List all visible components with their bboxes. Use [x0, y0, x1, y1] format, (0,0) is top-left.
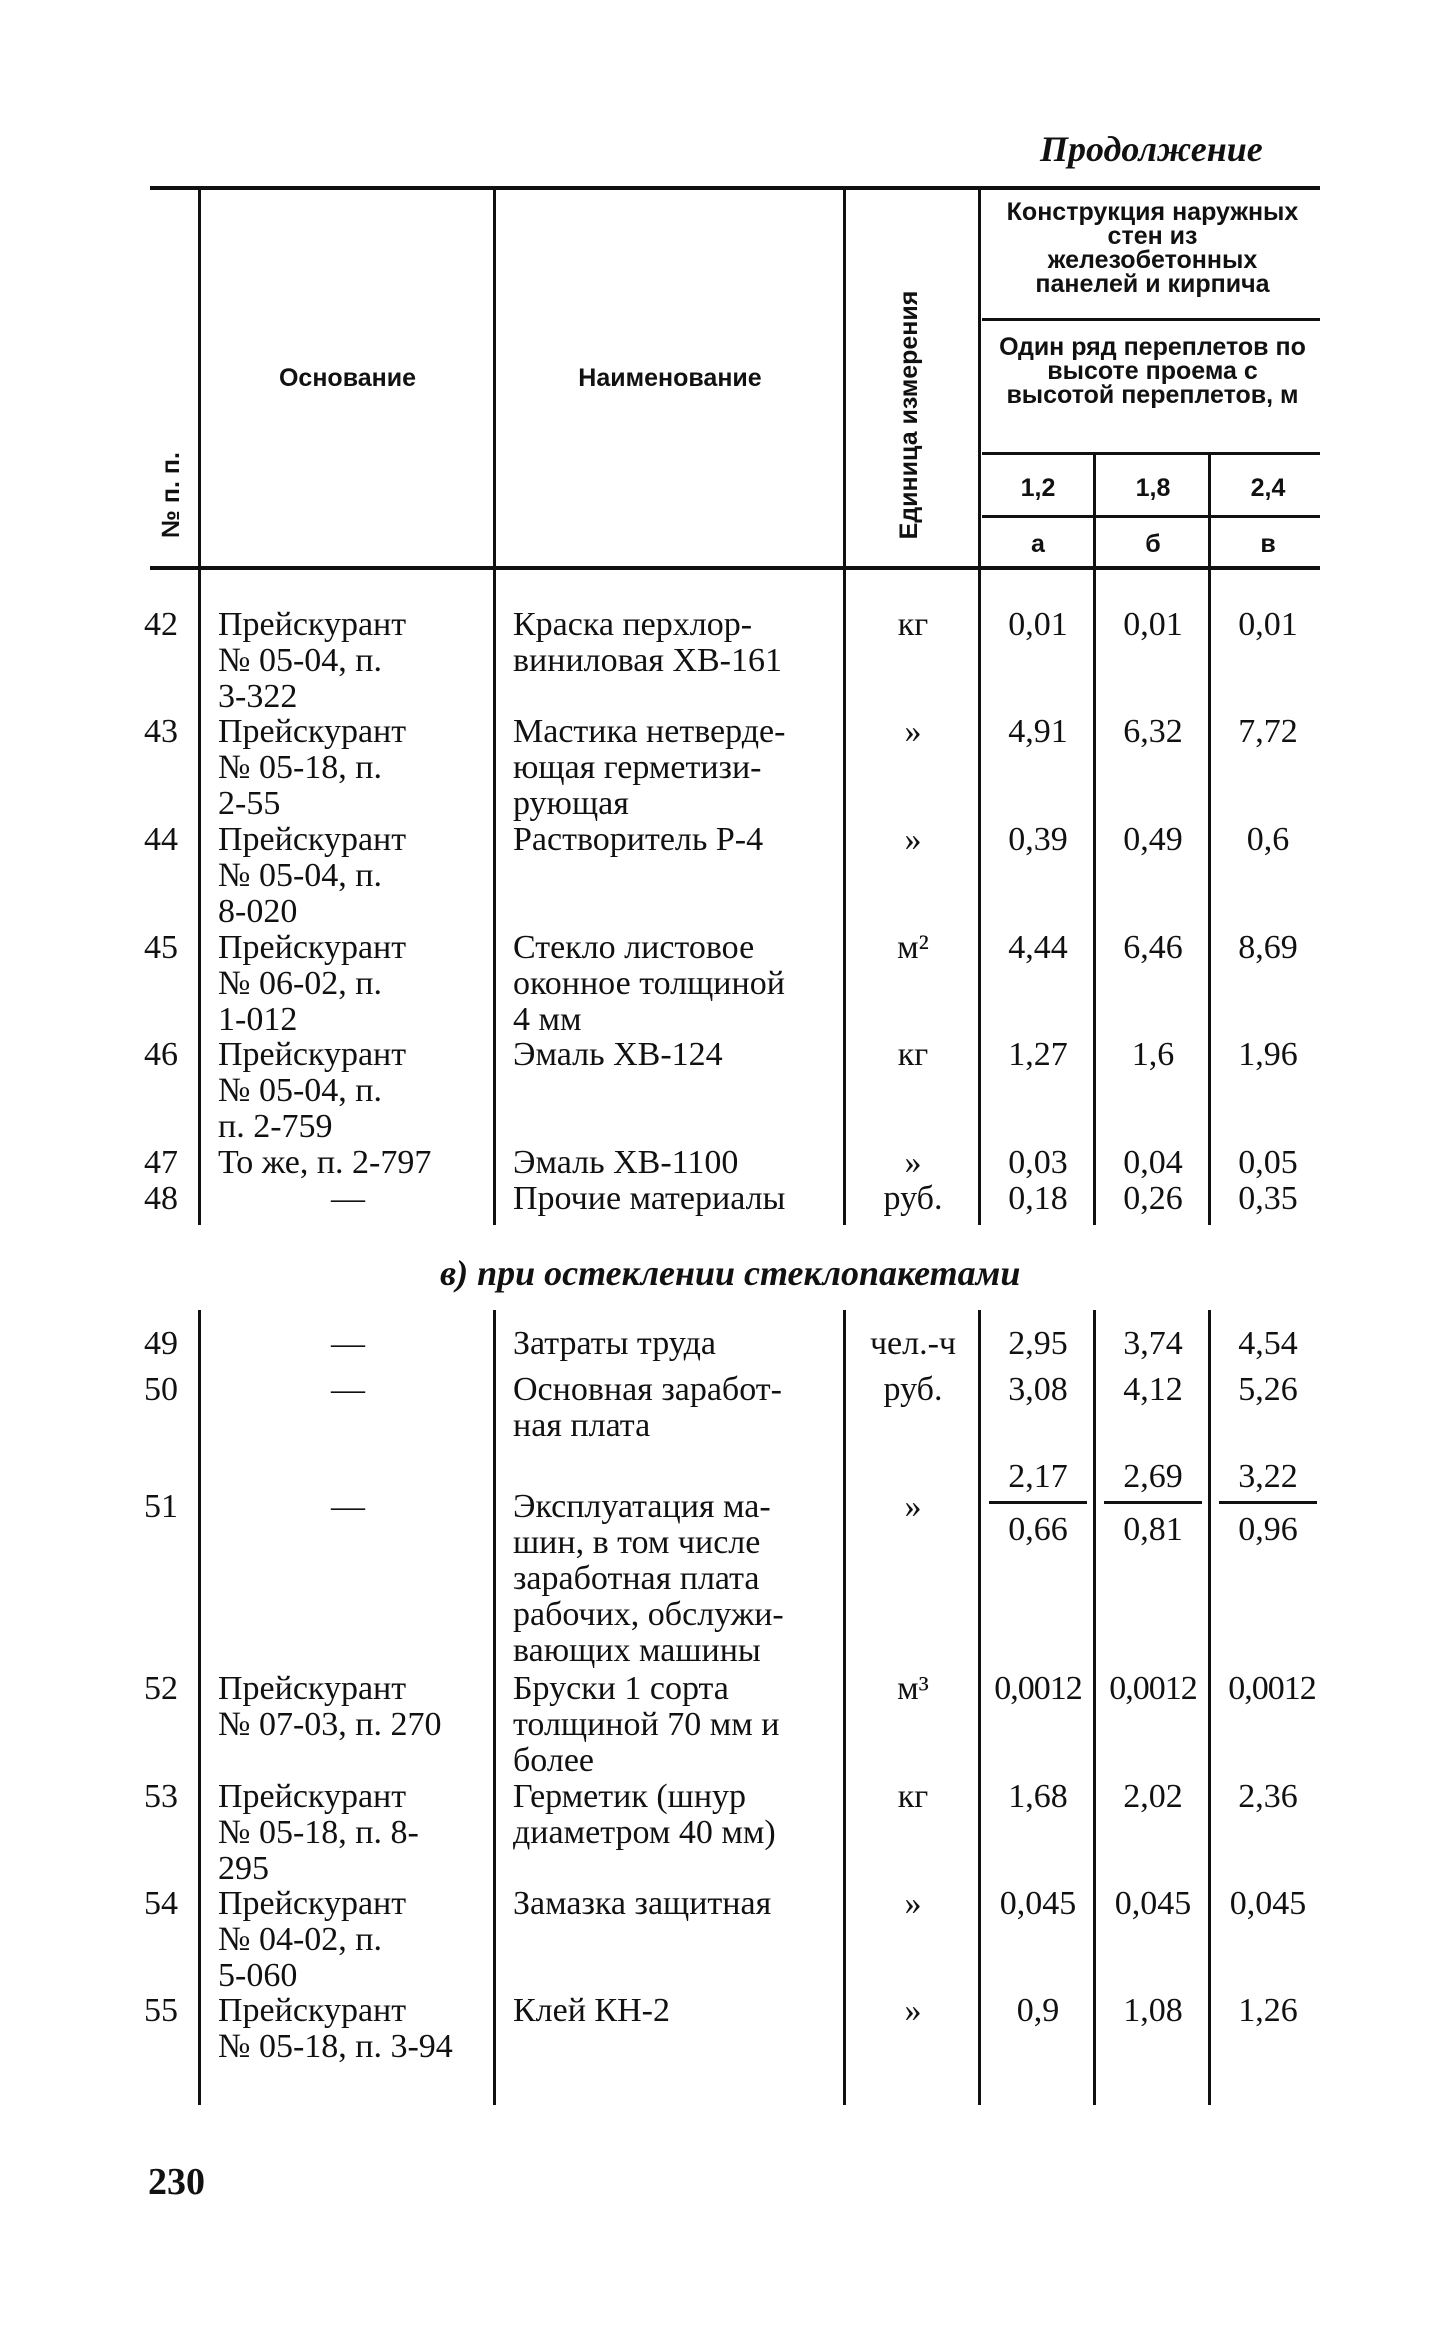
row-name: Затраты труда — [513, 1325, 717, 1362]
row-unit: » — [904, 821, 922, 858]
row-value-a: 0,03 — [1008, 1144, 1068, 1181]
row-value-a: 1,27 — [1008, 1036, 1068, 1073]
row-name: Растворитель Р-4 — [513, 821, 764, 858]
col-divider-2 — [493, 190, 496, 1225]
col-divider-1 — [198, 190, 201, 1225]
row-num: 47 — [144, 1144, 178, 1181]
section-title: в) при остеклении стеклопакетами — [440, 1253, 1021, 1293]
row-value-v: 0,6 — [1246, 821, 1290, 858]
row-unit: » — [904, 1885, 922, 1922]
header-subgroup-title: Один ряд переплетов по высоте проема с высотой переплетов, м — [999, 333, 1306, 409]
row-value-b: 1,08 — [1123, 1992, 1183, 2029]
row-fraction-a: 2,17 0,66 — [983, 1459, 1093, 1548]
row-basis: Прейскурант № 05-04, п. 3-322 — [218, 606, 407, 715]
header-name: Наименование — [578, 364, 762, 392]
row-basis: — — [331, 1371, 365, 1408]
row-value-b: 6,32 — [1123, 713, 1183, 750]
row-num: 43 — [144, 713, 178, 750]
group-rule — [982, 318, 1320, 321]
col-divider-3-lower — [843, 1310, 846, 2105]
row-name: Стекло листовое оконное толщиной 4 мм — [513, 929, 785, 1038]
row-value-a: 4,44 — [1008, 929, 1068, 966]
row-num: 45 — [144, 929, 178, 966]
header-height-2: 1,8 — [1135, 474, 1171, 502]
row-value-v: 0,045 — [1229, 1885, 1307, 1922]
header-height-3: 2,4 — [1250, 474, 1286, 502]
header-basis: Основание — [278, 364, 417, 392]
row-name: Мастика нетверде- ющая герметизи- рующая — [513, 713, 786, 822]
row-unit: » — [904, 1488, 922, 1525]
row-basis: Прейскурант № 05-18, п. 3-94 — [218, 1992, 453, 2065]
col-divider-5 — [1093, 455, 1096, 1225]
fraction-bar — [1219, 1501, 1317, 1504]
heights-rule — [982, 515, 1320, 518]
row-value-b: 6,46 — [1123, 929, 1183, 966]
row-unit: кг — [897, 1778, 929, 1815]
row-value-a: 4,91 — [1008, 713, 1068, 750]
row-name: Герметик (шнур диаметром 40 мм) — [513, 1778, 776, 1851]
row-name: Эмаль ХВ-124 — [513, 1036, 723, 1073]
row-basis: Прейскурант № 05-18, п. 8- 295 — [218, 1778, 419, 1887]
row-unit: м³ — [897, 1670, 929, 1707]
fraction-bar — [1104, 1501, 1202, 1504]
row-basis: — — [331, 1325, 365, 1362]
row-basis: — — [331, 1488, 365, 1525]
row-value-a: 0,9 — [1016, 1992, 1060, 2029]
header-group-title: Конструкция наружных стен из железобетонных панелей и кирпича — [1006, 198, 1299, 298]
row-value-v: 0,35 — [1238, 1180, 1298, 1217]
col-divider-3 — [843, 190, 846, 1225]
row-unit: кг — [897, 606, 929, 643]
row-value-v: 1,26 — [1238, 1992, 1298, 2029]
col-divider-6 — [1208, 455, 1211, 1225]
continuation-label: Продолжение — [1040, 129, 1263, 169]
row-basis: Прейскурант № 06-02, п. 1-012 — [218, 929, 407, 1038]
row-num: 46 — [144, 1036, 178, 1073]
row-unit: м² — [897, 929, 929, 966]
fraction-bar — [989, 1501, 1087, 1504]
row-value-b: 1,6 — [1131, 1036, 1175, 1073]
row-name: Эмаль ХВ-1100 — [513, 1144, 739, 1181]
row-value-b: 4,12 — [1123, 1371, 1183, 1408]
header-num: № п. п. — [157, 452, 185, 538]
row-num: 49 — [144, 1325, 178, 1362]
header-letter-v: в — [1260, 530, 1276, 558]
row-value-a: 3,08 — [1008, 1371, 1068, 1408]
row-value-a: 0,045 — [999, 1885, 1077, 1922]
row-unit: » — [904, 713, 922, 750]
header-letter-b: б — [1145, 530, 1161, 558]
col-divider-2-lower — [493, 1310, 496, 2105]
top-rule — [150, 186, 1320, 190]
row-basis: Прейскурант № 05-18, п. 2-55 — [218, 713, 407, 822]
page-number: 230 — [148, 2161, 205, 2203]
col-divider-1-lower — [198, 1310, 201, 2105]
row-value-v: 0,0012 — [1228, 1670, 1316, 1707]
row-name: Основная заработ- ная плата — [513, 1371, 782, 1444]
row-num: 44 — [144, 821, 178, 858]
row-name: Краска перхлор- виниловая ХВ-161 — [513, 606, 782, 679]
row-num: 52 — [144, 1670, 178, 1707]
row-basis: Прейскурант № 05-04, п. п. 2-759 — [218, 1036, 407, 1145]
subgroup-rule — [982, 452, 1320, 455]
row-value-v: 2,36 — [1238, 1778, 1298, 1815]
row-unit: руб. — [883, 1180, 943, 1217]
col-divider-4 — [978, 190, 981, 1225]
row-basis: — — [331, 1180, 365, 1217]
row-num: 48 — [144, 1180, 178, 1217]
row-value-b: 2,02 — [1123, 1778, 1183, 1815]
header-letter-a: а — [1031, 530, 1045, 558]
row-value-v: 0,05 — [1238, 1144, 1298, 1181]
row-num: 53 — [144, 1778, 178, 1815]
header-bottom-rule — [150, 566, 1320, 570]
row-value-a: 0,39 — [1008, 821, 1068, 858]
row-basis: То же, п. 2-797 — [218, 1144, 432, 1181]
row-value-v: 7,72 — [1238, 713, 1298, 750]
row-unit: » — [904, 1992, 922, 2029]
row-name: Прочие материалы — [513, 1180, 786, 1217]
row-num: 42 — [144, 606, 178, 643]
row-basis: Прейскурант № 05-04, п. 8-020 — [218, 821, 407, 930]
row-value-a: 0,0012 — [994, 1670, 1082, 1707]
row-value-b: 0,0012 — [1109, 1670, 1197, 1707]
row-name: Замазка защитная — [513, 1885, 772, 1922]
row-unit: » — [904, 1144, 922, 1181]
row-value-b: 0,49 — [1123, 821, 1183, 858]
row-value-v: 0,01 — [1238, 606, 1298, 643]
row-unit: чел.-ч — [869, 1325, 957, 1362]
col-divider-5-lower — [1093, 1310, 1096, 2105]
row-value-a: 0,18 — [1008, 1180, 1068, 1217]
row-value-b: 0,045 — [1114, 1885, 1192, 1922]
row-value-v: 5,26 — [1238, 1371, 1298, 1408]
row-value-v: 4,54 — [1238, 1325, 1298, 1362]
row-fraction-b: 2,69 0,81 — [1098, 1459, 1208, 1548]
row-value-v: 8,69 — [1238, 929, 1298, 966]
row-fraction-v: 3,22 0,96 — [1213, 1459, 1323, 1548]
row-value-a: 0,01 — [1008, 606, 1068, 643]
row-value-a: 1,68 — [1008, 1778, 1068, 1815]
row-num: 55 — [144, 1992, 178, 2029]
row-basis: Прейскурант № 04-02, п. 5-060 — [218, 1885, 407, 1994]
row-value-b: 3,74 — [1123, 1325, 1183, 1362]
col-divider-4-lower — [978, 1310, 981, 2105]
row-value-b: 0,26 — [1123, 1180, 1183, 1217]
row-value-b: 0,04 — [1123, 1144, 1183, 1181]
row-name: Эксплуатация ма- шин, в том числе заработная плата рабочих, обслужи- вающих машины — [513, 1488, 784, 1669]
row-value-v: 1,96 — [1238, 1036, 1298, 1073]
row-num: 54 — [144, 1885, 178, 1922]
row-unit: руб. — [883, 1371, 943, 1408]
header-height-1: 1,2 — [1020, 474, 1056, 502]
row-name: Клей КН-2 — [513, 1992, 670, 2029]
row-value-b: 0,01 — [1123, 606, 1183, 643]
row-basis: Прейскурант № 07-03, п. 270 — [218, 1670, 442, 1743]
col-divider-6-lower — [1208, 1310, 1211, 2105]
row-num: 50 — [144, 1371, 178, 1408]
row-name: Бруски 1 сорта толщиной 70 мм и более — [513, 1670, 780, 1779]
row-num: 51 — [144, 1488, 178, 1525]
row-unit: кг — [897, 1036, 929, 1073]
header-unit: Единица измерения — [895, 290, 923, 540]
row-value-a: 2,95 — [1008, 1325, 1068, 1362]
